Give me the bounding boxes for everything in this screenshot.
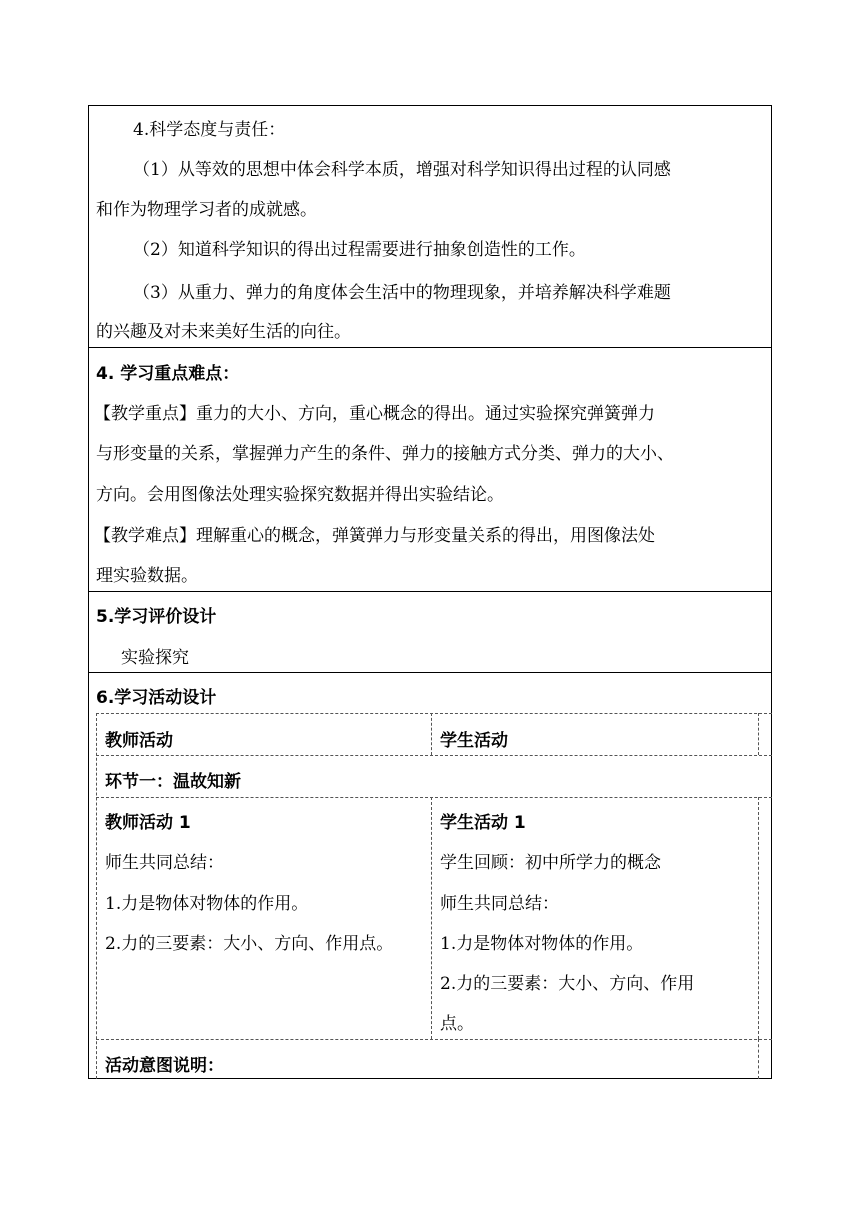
inner-table-border xyxy=(96,713,97,1079)
column-header-teacher: 教师活动 xyxy=(105,731,173,751)
row-divider xyxy=(88,672,772,673)
student-activity-line: 2.力的三要素：大小、方向、作用 xyxy=(440,974,695,994)
row-divider xyxy=(88,347,772,348)
teacher-activity-title: 教师活动 1 xyxy=(105,813,191,833)
student-activity-line: 1.力是物体对物体的作用。 xyxy=(440,934,644,954)
student-activity-line: 师生共同总结： xyxy=(440,894,559,914)
inner-table-border xyxy=(431,797,432,1039)
teaching-focus-line: 【教学重点】重力的大小、方向，重心概念的得出。通过实验探究弹簧弹力 xyxy=(94,404,655,424)
teacher-activity-line: 1.力是物体对物体的作用。 xyxy=(105,894,309,914)
objective-paragraph-3-cont: 的兴趣及对未来美好生活的向往。 xyxy=(96,322,351,342)
column-header-student: 学生活动 xyxy=(440,731,508,751)
student-activity-line: 学生回顾：初中所学力的概念 xyxy=(440,853,661,873)
student-activity-title: 学生活动 1 xyxy=(440,813,526,833)
objective-paragraph-1: （1）从等效的思想中体会科学本质，增强对科学知识得出过程的认同感 xyxy=(133,160,671,180)
teaching-focus-line: 与形变量的关系，掌握弹力产生的条件、弹力的接触方式分类、弹力的大小、 xyxy=(96,444,674,464)
evaluation-content: 实验探究 xyxy=(121,648,189,668)
objective-heading: 4.科学态度与责任： xyxy=(133,120,286,140)
student-activity-line: 点。 xyxy=(440,1014,474,1034)
inner-table-border xyxy=(758,1039,759,1079)
teaching-focus-line: 方向。会用图像法处理实验探究数据并得出实验结论。 xyxy=(96,485,504,505)
inner-table-border xyxy=(96,713,772,714)
stage-title: 环节一：温故知新 xyxy=(105,772,241,792)
inner-table-border xyxy=(758,797,759,1039)
key-points-heading: 4. 学习重点难点： xyxy=(96,364,240,384)
row-divider xyxy=(88,591,772,592)
inner-table-border xyxy=(758,713,759,755)
teacher-activity-line: 师生共同总结： xyxy=(105,853,224,873)
inner-table-border xyxy=(96,755,772,756)
objective-paragraph-3: （3）从重力、弹力的角度体会生活中的物理现象，并培养解决科学难题 xyxy=(133,283,671,303)
teacher-activity-line: 2.力的三要素：大小、方向、作用点。 xyxy=(105,934,394,954)
objective-paragraph-2: （2）知道科学知识的得出过程需要进行抽象创造性的工作。 xyxy=(133,240,586,260)
teaching-difficulty-line: 【教学难点】理解重心的概念，弹簧弹力与形变量关系的得出，用图像法处 xyxy=(94,526,655,546)
activity-intent-label: 活动意图说明： xyxy=(105,1056,224,1076)
inner-table-border xyxy=(431,713,432,755)
evaluation-heading: 5.学习评价设计 xyxy=(96,607,217,627)
inner-table-border xyxy=(96,1039,772,1040)
activities-heading: 6.学习活动设计 xyxy=(96,688,217,708)
inner-table-border xyxy=(96,797,772,798)
objective-paragraph-1-cont: 和作为物理学习者的成就感。 xyxy=(96,200,317,220)
teaching-difficulty-line: 理实验数据。 xyxy=(96,566,198,586)
